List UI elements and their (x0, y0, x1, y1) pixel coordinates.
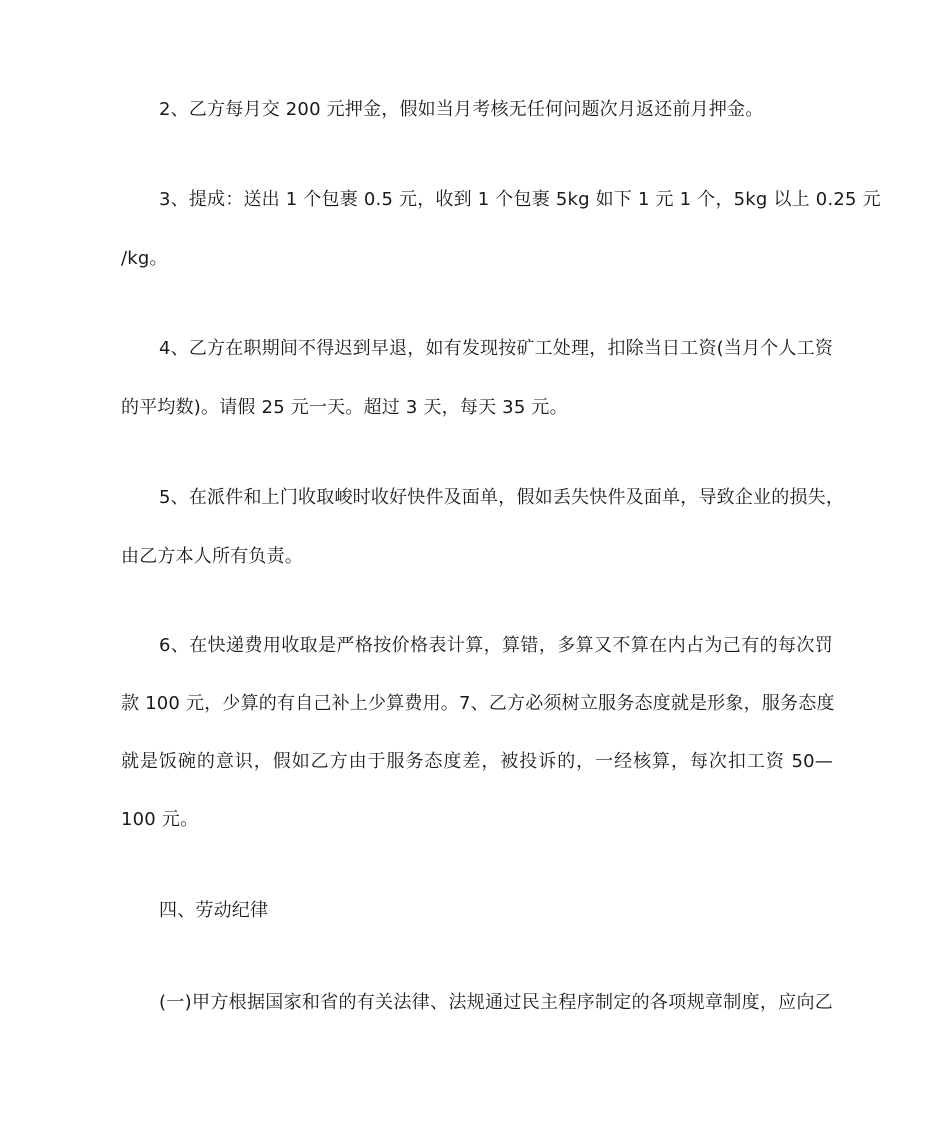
paragraph-2-line-1: 2、乙方每月交 200 元押金，假如当月考核无任何问题次月返还前月押金。 (159, 99, 764, 120)
section-heading-labor-discipline: 四、劳动纪律 (159, 900, 269, 921)
paragraph-3-line-2: /kg。 (121, 248, 168, 269)
paragraph-6-line-3: 就是饭碗的意识，假如乙方由于服务态度差，被投诉的，一经核算，每次扣工资 50— (121, 751, 833, 772)
paragraph-3-line-1: 3、提成：送出 1 个包裹 0.5 元，收到 1 个包裹 5kg 如下 1 元 1 个，5kg 以上 0.25 元 (159, 189, 881, 210)
paragraph-6-line-2: 款 100 元，少算的有自己补上少算费用。7、乙方必须树立服务态度就是形象，服务态度 (121, 693, 835, 714)
paragraph-5-line-1: 5、在派件和上门收取峻时收好快件及面单，假如丢失快件及面单，导致企业的损失， (159, 487, 845, 508)
paragraph-6-line-4: 100 元。 (121, 809, 199, 830)
paragraph-4-line-1: 4、乙方在职期间不得迟到早退，如有发现按矿工处理，扣除当日工资(当月个人工资 (159, 338, 834, 359)
paragraph-4-line-2: 的平均数)。请假 25 元一天。超过 3 天，每天 35 元。 (121, 397, 568, 418)
paragraph-6-line-1: 6、在快递费用收取是严格按价格表计算，算错，多算又不算在内占为己有的每次罚 (159, 635, 833, 656)
paragraph-discipline-line-1: (一)甲方根据国家和省的有关法律、法规通过民主程序制定的各项规章制度，应向乙 (159, 992, 833, 1013)
paragraph-5-line-2: 由乙方本人所有负责。 (121, 546, 303, 567)
